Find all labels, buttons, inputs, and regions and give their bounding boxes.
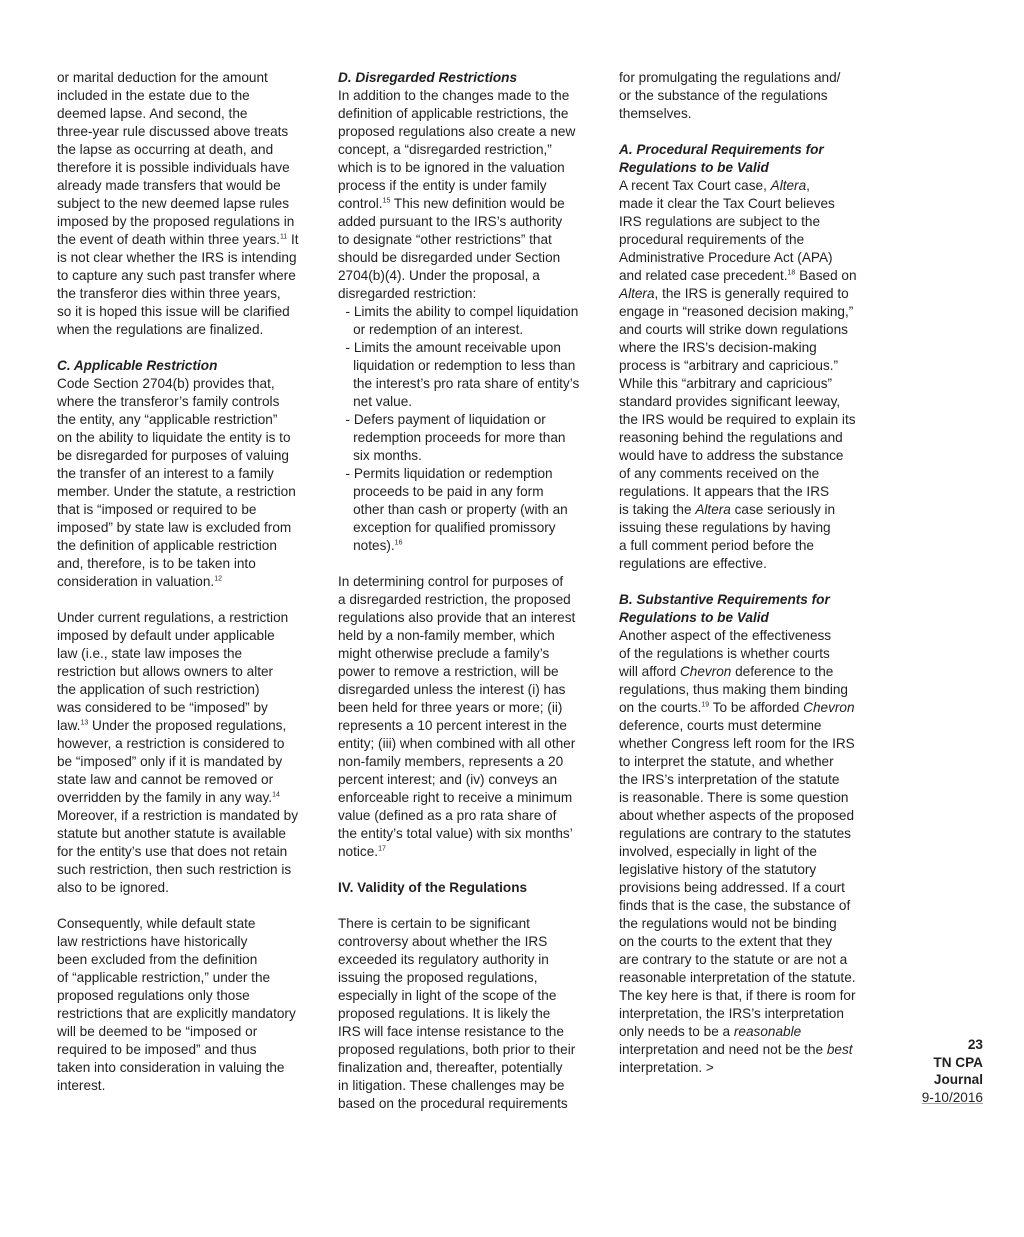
- text-line: to interpret the statute, and whether: [619, 754, 834, 769]
- text-line: might otherwise preclude a family’s: [338, 646, 550, 661]
- text-line: engage in “reasoned decision making,”: [619, 304, 854, 319]
- issue-date: 9-10/2016: [921, 1089, 983, 1105]
- text-line: the entity, any “applicable restriction”: [57, 412, 278, 427]
- text-line: - Limits the amount receivable upon: [338, 340, 561, 355]
- text-line: already made transfers that would be: [57, 178, 281, 193]
- paragraph-spacer: [619, 573, 889, 591]
- text-line: or marital deduction for the amount: [57, 70, 268, 85]
- body-paragraph: [619, 627, 889, 1077]
- footnote-marker: 19: [701, 701, 710, 709]
- text-line: the IRS would be required to explain its: [619, 412, 856, 427]
- text-line: been held for three years or more; (ii): [338, 700, 563, 715]
- paragraph-spacer: [619, 123, 889, 141]
- text-line: control.$^{15}$ This new definition would be: [338, 196, 565, 211]
- paragraph-spacer: [338, 555, 608, 573]
- text-line: overridden by the family in any way.$^{14}$: [57, 790, 280, 805]
- text-line: disregarded unless the interest (i) has: [338, 682, 566, 697]
- text-line: Regulations to be Valid: [619, 610, 769, 625]
- text-line: reasoning behind the regulations and: [619, 430, 843, 445]
- text-line: net value.: [338, 394, 413, 409]
- text-column-2: [338, 69, 608, 1113]
- text-line: A. Procedural Requirements for: [619, 142, 824, 157]
- italic-term: Altera: [619, 286, 655, 301]
- text-line: to designate “other restrictions” that: [338, 232, 552, 247]
- footnote-marker: 12: [214, 575, 222, 583]
- text-line: been excluded from the definition: [57, 952, 258, 967]
- text-line: regulations. It appears that the IRS: [619, 484, 830, 499]
- text-line: where the transferor’s family controls: [57, 394, 280, 409]
- text-line: so it is hoped this issue will be clarified: [57, 304, 290, 319]
- text-line: provisions being addressed. If a court: [619, 880, 845, 895]
- text-line: reasonable interpretation of the statute.: [619, 970, 856, 985]
- text-line: that is “imposed or required to be: [57, 502, 257, 517]
- text-line: regulations also provide that an interest: [338, 610, 576, 625]
- text-line: the transfer of an interest to a family: [57, 466, 274, 481]
- text-line: Another aspect of the effectiveness: [619, 628, 832, 643]
- text-column-1: [57, 69, 327, 1095]
- text-line: a disregarded restriction, the proposed: [338, 592, 571, 607]
- text-line: for the entity’s use that does not retain: [57, 844, 288, 859]
- text-line: on the ability to liquidate the entity is to: [57, 430, 291, 445]
- text-line: Under current regulations, a restriction: [57, 610, 289, 625]
- body-paragraph: [619, 177, 889, 573]
- text-line: regulations are contrary to the statutes: [619, 826, 851, 841]
- text-line: A recent Tax Court case, Altera,: [619, 178, 810, 193]
- text-line: involved, especially in light of the: [619, 844, 817, 859]
- body-paragraph: [619, 69, 889, 123]
- text-line: would have to address the substance: [619, 448, 844, 463]
- text-line: legislative history of the statutory: [619, 862, 817, 877]
- text-line: the lapse as occurring at death, and: [57, 142, 274, 157]
- text-line: IRS will face intense resistance to the: [338, 1024, 564, 1039]
- text-line: is taking the Altera case seriously in: [619, 502, 836, 517]
- footnote-marker: 13: [80, 719, 89, 727]
- text-line: be “imposed” only if it is mandated by: [57, 754, 283, 769]
- text-line: or redemption of an interest.: [338, 322, 524, 337]
- text-line: standard provides significant leeway,: [619, 394, 841, 409]
- text-line: imposed by the proposed regulations in: [57, 214, 295, 229]
- body-paragraph: [338, 573, 608, 861]
- text-line: deference, courts must determine: [619, 718, 822, 733]
- text-line: entity; (iii) when combined with all other: [338, 736, 576, 751]
- text-line: made it clear the Tax Court believes: [619, 196, 835, 211]
- section-heading: [619, 591, 889, 627]
- text-line: interpretation, the IRS’s interpretation: [619, 1006, 844, 1021]
- text-line: are contrary to the statute or are not a: [619, 952, 848, 967]
- page-folio: [922, 1036, 983, 1106]
- text-line: imposed by default under applicable: [57, 628, 275, 643]
- text-line: the definition of applicable restriction: [57, 538, 277, 553]
- text-line: The key here is that, if there is room for: [619, 988, 856, 1003]
- text-line: themselves.: [619, 106, 692, 121]
- text-line: proposed regulations, both prior to their: [338, 1042, 576, 1057]
- text-line: the interest’s pro rata share of entity’s: [338, 376, 580, 391]
- text-line: regulations are effective.: [619, 556, 767, 571]
- text-line: and, therefore, is to be taken into: [57, 556, 256, 571]
- text-line: - Permits liquidation or redemption: [338, 466, 553, 481]
- text-line: procedural requirements of the: [619, 232, 805, 247]
- footnote-marker: 11: [279, 233, 288, 241]
- text-line: controversy about whether the IRS: [338, 934, 548, 949]
- italic-term: Altera: [770, 178, 807, 193]
- text-column-3: [619, 69, 889, 1077]
- text-line: a full comment period before the: [619, 538, 814, 553]
- text-line: law restrictions have historically: [57, 934, 248, 949]
- text-line: held by a non-family member, which: [338, 628, 555, 643]
- text-line: Altera, the IRS is generally required to: [619, 286, 849, 301]
- text-line: about whether aspects of the proposed: [619, 808, 855, 823]
- section-heading: [57, 357, 327, 375]
- text-line: - Defers payment of liquidation or: [338, 412, 546, 427]
- text-line: whether Congress left room for the IRS: [619, 736, 855, 751]
- footnote-marker: 17: [378, 845, 386, 853]
- text-line: Moreover, if a restriction is mandated by: [57, 808, 299, 823]
- text-line: Consequently, while default state: [57, 916, 256, 931]
- text-line: While this “arbitrary and capricious”: [619, 376, 833, 391]
- text-line: IRS regulations are subject to the: [619, 214, 820, 229]
- text-line: exception for qualified promissory: [338, 520, 556, 535]
- paragraph-spacer: [338, 861, 608, 879]
- text-line: law.$^{13}$ Under the proposed regulations,: [57, 718, 287, 733]
- text-line: interpretation. >: [619, 1060, 714, 1075]
- text-line: is reasonable. There is some question: [619, 790, 849, 805]
- text-line: Regulations to be Valid: [619, 160, 769, 175]
- page-number: 23: [967, 1037, 983, 1052]
- text-line: based on the procedural requirements: [338, 1096, 568, 1111]
- text-line: exceeded its regulatory authority in: [338, 952, 549, 967]
- section-heading: [338, 879, 608, 897]
- text-line: or the substance of the regulations: [619, 88, 828, 103]
- text-line: notice.$^{17}$: [338, 844, 386, 859]
- text-line: finds that is the case, the substance of: [619, 898, 851, 913]
- text-line: the regulations would not be binding: [619, 916, 837, 931]
- text-line: imposed” by state law is excluded from: [57, 520, 292, 535]
- text-line: proposed regulations. It is likely the: [338, 1006, 551, 1021]
- text-line: issuing the proposed regulations,: [338, 970, 538, 985]
- paragraph-spacer: [57, 897, 327, 915]
- text-line: will afford Chevron deference to the: [619, 664, 834, 679]
- text-line: Administrative Procedure Act (APA): [619, 250, 833, 265]
- text-line: for promulgating the regulations and/: [619, 70, 841, 85]
- body-paragraph: [57, 375, 327, 591]
- text-line: on the courts to the extent that they: [619, 934, 833, 949]
- footnote-marker: 14: [272, 791, 280, 799]
- text-line: proposed regulations also create a new: [338, 124, 576, 139]
- text-line: the event of death within three years.$^{11}$ It: [57, 232, 299, 247]
- text-line: state law and cannot be removed or: [57, 772, 274, 787]
- text-line: 2704(b)(4). Under the proposal, a: [338, 268, 540, 283]
- text-line: C. Applicable Restriction: [57, 358, 218, 373]
- text-line: is not clear whether the IRS is intending: [57, 250, 297, 265]
- text-line: restrictions that are explicitly mandatory: [57, 1006, 296, 1021]
- text-line: added pursuant to the IRS’s authority: [338, 214, 563, 229]
- paragraph-spacer: [57, 339, 327, 357]
- text-line: enforceable right to receive a minimum: [338, 790, 573, 805]
- text-line: IV. Validity of the Regulations: [338, 880, 528, 895]
- text-line: non-family members, represents a 20: [338, 754, 564, 769]
- section-heading: [619, 141, 889, 177]
- text-line: disregarded restriction:: [338, 286, 477, 301]
- text-line: regulations, thus making them binding: [619, 682, 848, 697]
- text-line: the entity’s total value) with six months’: [338, 826, 573, 841]
- text-line: therefore it is possible individuals have: [57, 160, 290, 175]
- text-line: other than cash or property (with an: [338, 502, 568, 517]
- text-line: In addition to the changes made to the: [338, 88, 570, 103]
- text-line: concept, a “disregarded restriction,”: [338, 142, 552, 157]
- italic-term: Chevron: [803, 700, 855, 715]
- footnote-marker: 15: [382, 197, 391, 205]
- text-line: consideration in valuation.$^{12}$: [57, 574, 222, 589]
- text-line: only needs to be a reasonable: [619, 1024, 802, 1039]
- text-line: which is to be ignored in the valuation: [338, 160, 565, 175]
- text-line: value (defined as a pro rata share of: [338, 808, 557, 823]
- footnote-marker: 18: [787, 269, 796, 277]
- text-line: where the IRS’s decision-making: [619, 340, 817, 355]
- text-line: interest.: [57, 1078, 106, 1093]
- text-line: when the regulations are finalized.: [57, 322, 264, 337]
- section-heading: [338, 69, 608, 87]
- text-line: the transferor dies within three years,: [57, 286, 281, 301]
- text-line: and related case precedent.$^{18}$ Based on: [619, 268, 857, 283]
- journal-name-line-2: Journal: [933, 1072, 983, 1087]
- text-line: of any comments received on the: [619, 466, 820, 481]
- text-line: Code Section 2704(b) provides that,: [57, 376, 275, 391]
- text-line: on the courts.$^{19}$ To be afforded Chevron: [619, 700, 855, 715]
- text-line: three-year rule discussed above treats: [57, 124, 289, 139]
- text-line: D. Disregarded Restrictions: [338, 70, 518, 85]
- text-line: be disregarded for purposes of valuing: [57, 448, 289, 463]
- italic-term: Altera: [695, 502, 731, 517]
- text-line: the application of such restriction): [57, 682, 260, 697]
- text-line: definition of applicable restrictions, the: [338, 106, 569, 121]
- text-line: liquidation or redemption to less than: [338, 358, 576, 373]
- text-line: redemption proceeds for more than: [338, 430, 566, 445]
- text-line: process if the entity is under family: [338, 178, 547, 193]
- text-line: issuing these regulations by having: [619, 520, 831, 535]
- text-line: represents a 10 percent interest in the: [338, 718, 567, 733]
- italic-term: Chevron: [679, 664, 732, 679]
- text-line: process is “arbitrary and capricious.”: [619, 358, 839, 373]
- text-line: required to be imposed” and thus: [57, 1042, 257, 1057]
- text-line: however, a restriction is considered to: [57, 736, 285, 751]
- text-line: was considered to be “imposed” by: [57, 700, 268, 715]
- text-line: power to remove a restriction, will be: [338, 664, 559, 679]
- text-line: six months.: [338, 448, 422, 463]
- text-line: also to be ignored.: [57, 880, 169, 895]
- text-line: should be disregarded under Section: [338, 250, 561, 265]
- body-paragraph: [57, 915, 327, 1095]
- footnote-marker: 16: [394, 539, 403, 547]
- text-line: such restriction, then such restriction is: [57, 862, 292, 877]
- text-line: B. Substantive Requirements for: [619, 592, 830, 607]
- text-line: In determining control for purposes of: [338, 574, 564, 589]
- body-paragraph: [57, 609, 327, 897]
- text-line: deemed lapse. And second, the: [57, 106, 248, 121]
- text-line: There is certain to be significant: [338, 916, 530, 931]
- italic-term: reasonable: [733, 1024, 802, 1039]
- text-line: of “applicable restriction,” under the: [57, 970, 271, 985]
- text-line: of the regulations is whether courts: [619, 646, 830, 661]
- text-line: proposed regulations only those: [57, 988, 250, 1003]
- journal-name-line-1: TN CPA: [933, 1054, 983, 1070]
- text-line: member. Under the statute, a restriction: [57, 484, 296, 499]
- text-line: in litigation. These challenges may be: [338, 1078, 565, 1093]
- text-line: finalization and, thereafter, potentially: [338, 1060, 563, 1075]
- text-line: will be deemed to be “imposed or: [57, 1024, 258, 1039]
- text-line: restriction but allows owners to alter: [57, 664, 274, 679]
- text-line: proceeds to be paid in any form: [338, 484, 544, 499]
- text-line: to capture any such past transfer where: [57, 268, 296, 283]
- text-line: percent interest; and (iv) conveys an: [338, 772, 558, 787]
- text-line: included in the estate due to the: [57, 88, 250, 103]
- text-line: - Limits the ability to compel liquidation: [338, 304, 579, 319]
- text-line: notes).$^{16}$: [338, 538, 403, 553]
- text-line: subject to the new deemed lapse rules: [57, 196, 289, 211]
- paragraph-spacer: [338, 897, 608, 915]
- text-line: and courts will strike down regulations: [619, 322, 848, 337]
- body-paragraph: [338, 915, 608, 1113]
- text-line: especially in light of the scope of the: [338, 988, 557, 1003]
- text-line: interpretation and need not be the best: [619, 1042, 853, 1057]
- text-line: the IRS’s interpretation of the statute: [619, 772, 840, 787]
- body-paragraph: [338, 87, 608, 555]
- paragraph-spacer: [57, 591, 327, 609]
- text-line: statute but another statute is available: [57, 826, 286, 841]
- text-line: taken into consideration in valuing the: [57, 1060, 285, 1075]
- italic-term: best: [826, 1042, 853, 1057]
- text-line: law (i.e., state law imposes the: [57, 646, 243, 661]
- body-paragraph: [57, 69, 327, 339]
